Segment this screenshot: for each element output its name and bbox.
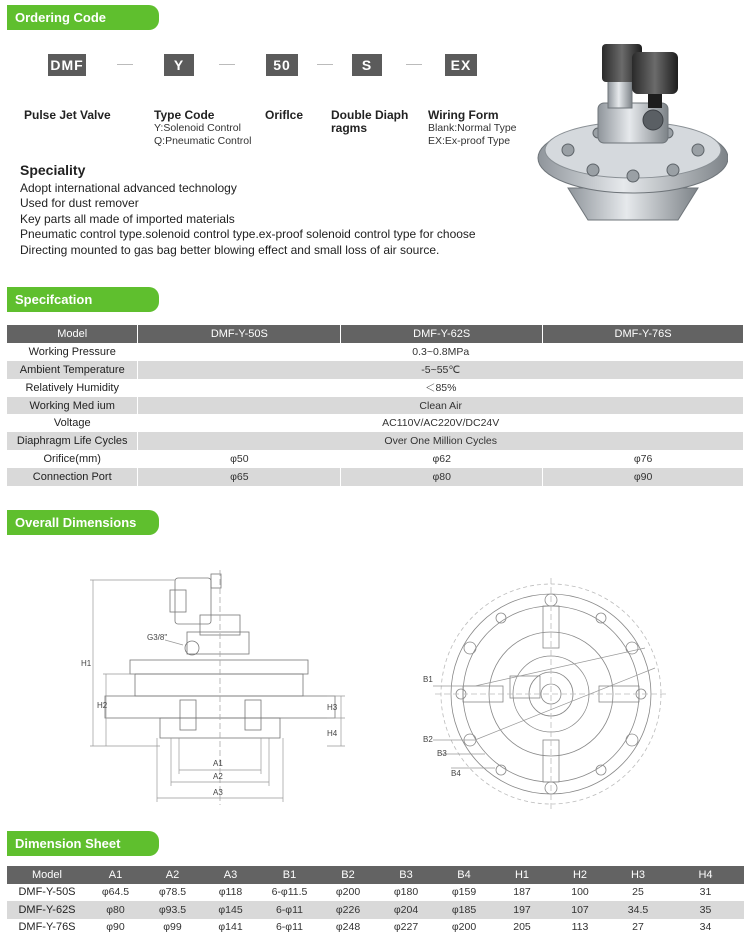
row-label: Relatively Humidity [7, 379, 138, 397]
table-row [7, 919, 744, 937]
table-header-cell: H2 [551, 866, 609, 884]
code-label-diaphragm: Double Diaph ragms [331, 108, 409, 135]
section-header-overall: Overall Dimensions [7, 510, 159, 535]
table-header-cell: Model [7, 325, 138, 343]
row-label: Diaphragm Life Cycles [7, 432, 138, 450]
table-cell: φ227 [393, 921, 419, 934]
label-b3: B3 [437, 749, 447, 758]
code-separator [219, 64, 235, 65]
table-row [7, 432, 744, 450]
table-header-cell: DMF-Y-50S [138, 325, 341, 343]
speciality-title: Speciality [20, 162, 86, 178]
speciality-list [20, 181, 476, 258]
table-cell: φ200 [335, 886, 361, 899]
table-row [7, 379, 744, 397]
table-cell: φ99 [163, 921, 182, 934]
row-label: Orifice(mm) [7, 450, 138, 468]
label-h2: H2 [97, 701, 108, 710]
table-header-cell: B4 [435, 866, 493, 884]
row-value: Over One Million Cycles [138, 432, 744, 450]
side-view-drawing [75, 570, 365, 805]
table-cell: φ118 [218, 886, 243, 899]
table-cell: 25 [632, 886, 644, 899]
table-header-cell: Model [7, 866, 87, 884]
table-cell: 34 [699, 921, 712, 934]
table-row [7, 468, 744, 486]
code-label-valve: Pulse Jet Valve [24, 108, 111, 122]
speciality-item: Directing mounted to gas bag better blowing effect and small loss of air source. [20, 242, 440, 257]
code-box-orifice: 50 [266, 54, 298, 76]
table-cell: φ200 [451, 921, 477, 934]
table-row [7, 397, 744, 415]
row-label: Voltage [7, 414, 138, 432]
table-cell: DMF-Y-50S [18, 886, 76, 899]
row-label: Working Med ium [7, 397, 138, 415]
row-value: φ62 [341, 450, 543, 468]
speciality-item: Key parts all made of imported materials [20, 211, 235, 226]
code-box-dmf: DMF [48, 54, 86, 76]
table-header-cell: B1 [260, 866, 319, 884]
table-row [7, 450, 744, 468]
table-cell: φ64.5 [101, 886, 130, 899]
code-label-type: Type Code Y:Solenoid Control Q:Pneumatic Control [154, 108, 252, 147]
code-box-type: Y [164, 54, 194, 76]
table-header-cell: H4 [667, 866, 744, 884]
table-cell: φ159 [451, 886, 477, 899]
table-cell: φ78.5 [158, 886, 187, 899]
table-header-cell: H1 [493, 866, 551, 884]
table-cell: φ226 [319, 901, 377, 919]
table-cell: φ185 [435, 901, 493, 919]
table-cell: φ80 [87, 901, 144, 919]
label-b4: B4 [451, 769, 461, 778]
code-label-wiring: Wiring Form Blank:Normal Type EX:Ex-proof Type [428, 108, 517, 147]
table-cell: φ248 [335, 921, 361, 934]
table-row [7, 901, 744, 919]
label-b2: B2 [423, 735, 433, 744]
row-value: 0.3~0.8MPa [138, 343, 744, 361]
code-box-diaphragm: S [352, 54, 382, 76]
table-cell: φ204 [377, 901, 435, 919]
table-row [7, 343, 744, 361]
table-header-cell: H3 [609, 866, 667, 884]
table-header-cell: DMF-Y-62S [341, 325, 543, 343]
table-header-row [7, 325, 744, 343]
section-header-dimension-sheet: Dimension Sheet [7, 831, 159, 856]
row-value: ＜85% [138, 379, 744, 397]
table-header-cell: A1 [87, 866, 144, 884]
row-value: φ76 [543, 450, 744, 468]
row-label: Ambient Temperature [7, 361, 138, 379]
table-cell: 34.5 [609, 901, 667, 919]
section-header-specification: Specifcation [7, 287, 159, 312]
code-separator [117, 64, 133, 65]
table-cell: 6-φ11 [260, 901, 319, 919]
table-cell: 6-φ11.5 [271, 886, 308, 899]
table-header-cell: B3 [377, 866, 435, 884]
table-cell: φ180 [393, 886, 419, 899]
row-value: φ90 [543, 468, 744, 486]
label-h1: H1 [81, 659, 92, 668]
row-value: AC110V/AC220V/DC24V [138, 414, 744, 432]
speciality-item: Adopt international advanced technology [20, 181, 237, 195]
table-cell: DMF-Y-76S [18, 921, 76, 934]
table-cell: 27 [632, 921, 644, 934]
table-cell: φ145 [201, 901, 260, 919]
row-value: φ65 [138, 468, 341, 486]
table-cell: φ93.5 [144, 901, 201, 919]
label-g: G3/8" [147, 633, 168, 642]
row-label: Working Pressure [7, 343, 138, 361]
code-box-wiring: EX [445, 54, 477, 76]
label-a1: A1 [213, 759, 223, 768]
table-cell: DMF-Y-62S [7, 901, 87, 919]
table-header-cell: A2 [144, 866, 201, 884]
table-row [7, 361, 744, 379]
table-cell: φ141 [218, 921, 243, 934]
table-header-cell: DMF-Y-76S [543, 325, 744, 343]
table-row [7, 884, 744, 902]
specification-table [7, 325, 744, 486]
table-header-cell: B2 [319, 866, 377, 884]
table-row [7, 414, 744, 432]
table-cell: 197 [493, 901, 551, 919]
table-cell: 31 [699, 886, 712, 899]
table-cell: φ90 [106, 921, 125, 934]
table-cell: 35 [667, 901, 744, 919]
code-separator [317, 64, 333, 65]
row-value: φ50 [138, 450, 341, 468]
speciality-item: Used for dust remover [20, 196, 139, 211]
label-a3: A3 [213, 788, 223, 797]
row-value: φ80 [341, 468, 543, 486]
label-b1: B1 [423, 675, 433, 684]
valve-product-image [528, 38, 728, 228]
table-header-row [7, 866, 744, 884]
label-h3: H3 [327, 703, 338, 712]
top-view-drawing [415, 578, 675, 810]
table-cell: 100 [571, 886, 589, 899]
table-cell: 205 [513, 921, 531, 934]
section-header-ordering: Ordering Code [7, 5, 159, 30]
row-value: Clean Air [138, 397, 744, 415]
table-cell: 113 [571, 921, 589, 934]
code-separator [406, 64, 422, 65]
table-cell: 187 [513, 886, 531, 899]
dimension-table [7, 866, 744, 936]
speciality-item: Pneumatic control type.solenoid control type.ex-proof solenoid control type for choose [20, 227, 476, 242]
label-h4: H4 [327, 729, 338, 738]
code-label-orifice: Oriflce [265, 108, 304, 122]
label-a2: A2 [213, 772, 223, 781]
table-cell: 6-φ11 [275, 921, 304, 934]
table-header-cell: A3 [201, 866, 260, 884]
row-value: -5~55℃ [138, 361, 744, 379]
row-label: Connection Port [7, 468, 138, 486]
table-cell: 107 [551, 901, 609, 919]
